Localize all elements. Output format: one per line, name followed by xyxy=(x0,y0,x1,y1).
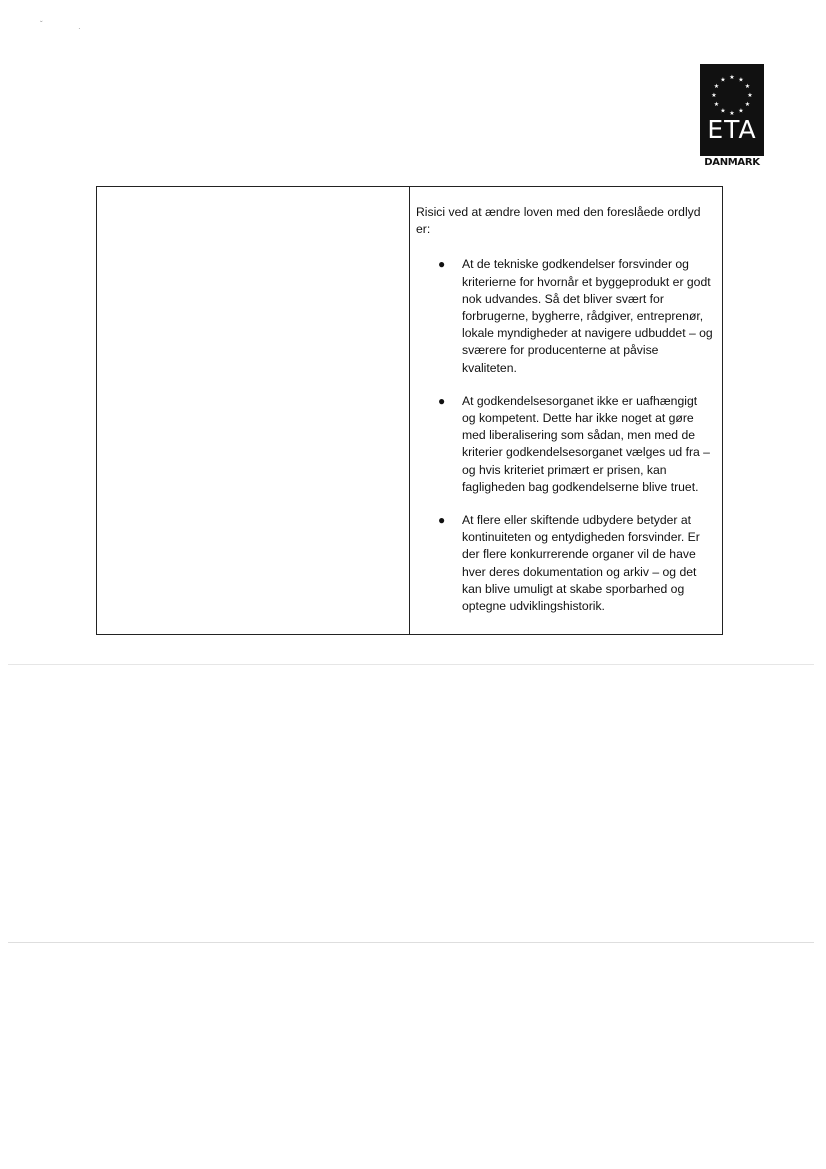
bullet-icon: ● xyxy=(438,393,446,408)
eta-logo-text: ETA xyxy=(707,115,757,144)
svg-text:★: ★ xyxy=(729,74,735,81)
eta-danmark-logo xyxy=(697,64,767,170)
risk-item-text: At de tekniske godkendelser forsvinder og kriterierne for hvornår et byggeprodukt er godt nok udvandes. Så det bliver svært for forbrugerne, bygherre, rådgiver, entreprenør, lokale myndigheder at navigere udbuddet – og sværere for producenterne at påvise kvaliteten. xyxy=(462,257,713,375)
svg-text:★: ★ xyxy=(738,107,744,115)
list-item xyxy=(416,256,714,376)
svg-text:★: ★ xyxy=(729,110,735,117)
scan-speck: ˇ xyxy=(40,20,43,29)
eta-logo-subtitle: DANMARK xyxy=(704,157,760,168)
table-cell-right xyxy=(410,187,722,634)
svg-text:★: ★ xyxy=(738,76,744,84)
list-item xyxy=(416,512,714,615)
svg-text:★: ★ xyxy=(747,92,753,99)
scan-artifact-line xyxy=(8,664,814,665)
bullet-icon: ● xyxy=(438,513,446,528)
svg-text:★: ★ xyxy=(711,92,717,99)
svg-text:★: ★ xyxy=(744,83,751,90)
risk-list xyxy=(416,256,714,615)
svg-text:★: ★ xyxy=(720,76,726,84)
svg-text:★: ★ xyxy=(720,107,726,115)
document-table xyxy=(96,186,723,635)
svg-text:★: ★ xyxy=(744,101,751,108)
risk-intro-text: Risici ved at ændre loven med den foreslåede ordlyd er: xyxy=(416,205,701,237)
scan-artifact-line xyxy=(8,942,814,943)
risk-item-text: At godkendelsesorganet ikke er uafhængigt og kompetent. Dette har ikke noget at gøre med liberalisering som sådan, men med de kriterier godkendelsesorganet vælges ud fra – og hvis kriteriet primært er prisen, kan fagligheden bag godkendelserne blive truet. xyxy=(462,393,710,494)
list-item xyxy=(416,393,714,496)
risk-item-text: At flere eller skiftende udbydere betyder at kontinuiteten og entydigheden forsvinder. Er der flere konkurrerende organer vil de have hver deres dokumentation og arkiv – og det kan blive umuligt at skabe sporbarhed og optegne udviklingshistorik. xyxy=(462,513,700,614)
svg-text:★: ★ xyxy=(713,83,720,90)
eta-logo-box xyxy=(700,64,764,156)
svg-text:★: ★ xyxy=(713,101,720,108)
bullet-icon: ● xyxy=(438,257,446,272)
table-cell-left xyxy=(97,187,410,634)
scan-speck: · xyxy=(78,24,81,33)
